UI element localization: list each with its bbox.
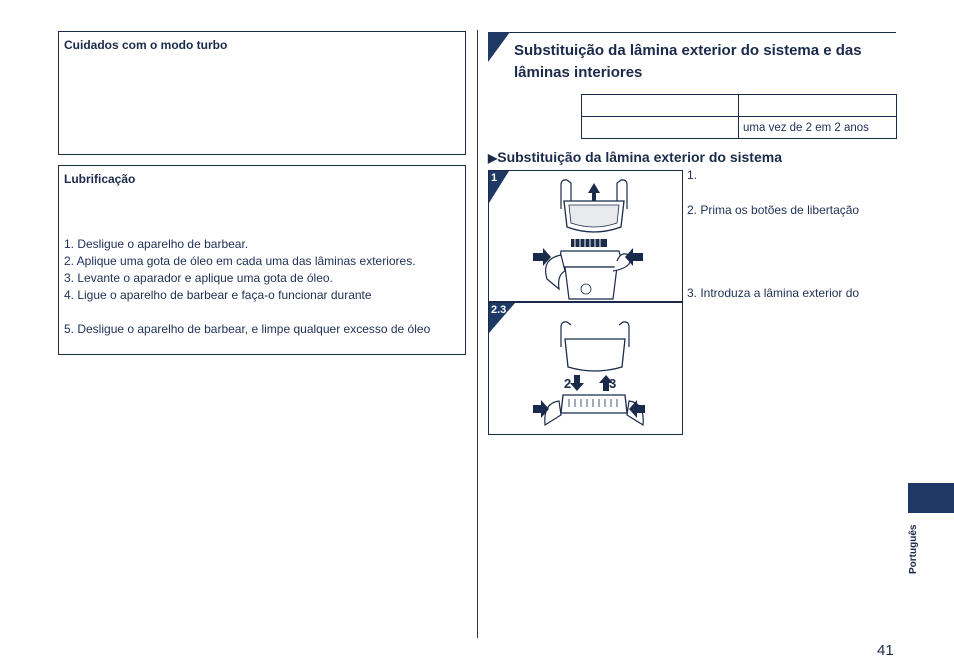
lubrication-step [64,304,430,321]
lubrication-step: 3. Levante o aparador e aplique uma gota de óleo. [64,271,333,285]
lubrication-step: 2. Aplique uma gota de óleo em cada uma das lâminas exteriores. [64,254,416,268]
figure-mark-2: 2 [564,376,572,391]
table-cell [739,95,897,117]
table-cell [582,95,739,117]
subsection-heading-text: Substituição da lâmina exterior do sistema [497,149,782,165]
figure-2-3-label: 2.3 [491,304,507,316]
shaver-insert-frame-illustration [489,303,683,435]
section-heading-line2: lâminas interiores [514,64,643,81]
lubrication-box [58,165,466,355]
lubrication-steps [64,236,430,338]
turbo-care-box [58,31,466,155]
step-2-text: 2. Prima os botões de libertação [687,203,860,217]
figure-1-label: 1 [491,172,498,184]
lubrication-title: Lubrificação [64,172,136,186]
triangle-right-icon: ▶ [488,151,498,165]
replacement-frequency-table [581,94,897,139]
language-label-text: Português [908,524,919,574]
table-cell [582,117,739,139]
table-cell: uma vez de 2 em 2 anos [739,117,897,139]
page-number: 41 [877,642,894,659]
table-row [582,95,897,117]
figure-step-1 [488,170,683,302]
turbo-care-title: Cuidados com o modo turbo [64,38,228,52]
column-divider [477,30,478,638]
lubrication-step: 1. Desligue o aparelho de barbear. [64,237,249,251]
shaver-remove-frame-illustration [489,171,683,302]
step-1-text: 1. [687,168,698,182]
figure-mark-3: 3 [609,376,617,391]
section-heading-line1: Substituição da lâmina exterior do sistema e das [514,42,862,59]
step-3-text: 3. Introduza a lâmina exterior do [687,286,860,300]
figure-step-2-3 [488,302,683,435]
lubrication-step: 5. Desligue o aparelho de barbear, e limpe qualquer excesso de óleo [64,322,431,336]
table-row [582,117,897,139]
lubrication-step: 4. Ligue o aparelho de barbear e faça-o funcionar durante [64,288,372,302]
language-label [908,500,922,580]
section-heading [514,40,889,84]
subsection-heading [488,149,782,165]
